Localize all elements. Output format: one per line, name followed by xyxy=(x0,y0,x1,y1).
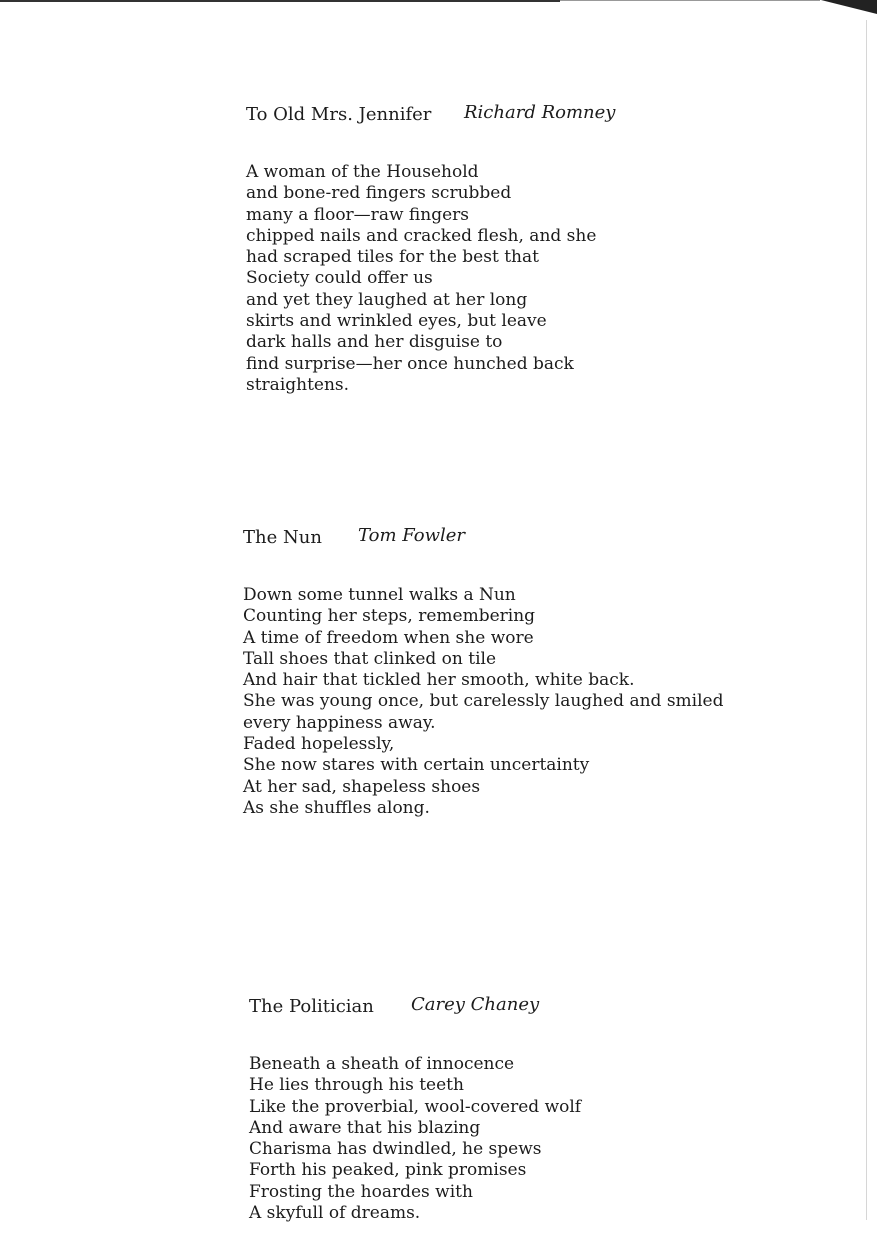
corner-mark xyxy=(821,0,877,14)
poem-line: skirts and wrinkled eyes, but leave xyxy=(246,311,547,332)
poem-line: At her sad, shapeless shoes xyxy=(243,776,481,797)
poem-author: Tom Fowler xyxy=(358,525,465,546)
poem-line: She now stares with certain uncertainty xyxy=(243,755,590,776)
poem-body xyxy=(246,162,596,396)
poem-line: Down some tunnel walks a Nun xyxy=(243,585,516,605)
poem-line: Frosting the hoardes with xyxy=(249,1181,473,1202)
poem-title: The Politician xyxy=(249,996,374,1017)
poem-line: Counting her steps, remembering xyxy=(243,606,536,627)
poem-line: As she shuffles along. xyxy=(243,797,430,818)
poem-line: chipped nails and cracked flesh, and she xyxy=(246,225,597,246)
poem-line: Faded hopelessly, xyxy=(243,734,395,755)
poem-line: straightens. xyxy=(246,374,350,395)
poem-line: Society could offer us xyxy=(246,268,433,289)
page-edge-shadow xyxy=(866,20,867,1220)
poem-line: And aware that his blazing xyxy=(249,1117,481,1138)
poem-line: Charisma has dwindled, he spews xyxy=(249,1139,542,1160)
poem-line: Like the proverbial, wool-covered wolf xyxy=(249,1096,582,1117)
poem-line: A time of freedom when she wore xyxy=(243,627,534,648)
top-rule xyxy=(0,0,560,2)
poem-body xyxy=(249,1054,581,1224)
poem-line: A skyfull of dreams. xyxy=(249,1203,421,1224)
poem-line: and yet they laughed at her long xyxy=(246,289,528,310)
poem-line: every happiness away. xyxy=(243,712,436,733)
poem-line: And hair that tickled her smooth, white back. xyxy=(243,670,635,691)
poem-line: She was young once, but carelessly laughed and smiled xyxy=(243,691,724,712)
poem-line: had scraped tiles for the best that xyxy=(246,247,539,268)
poem-line: Forth his peaked, pink promises xyxy=(249,1160,527,1181)
poem-line: dark halls and her disguise to xyxy=(246,332,503,353)
top-rule-faint xyxy=(560,0,820,1)
poem-line: many a floor—raw fingers xyxy=(246,204,469,225)
poem-body xyxy=(243,585,724,819)
poem-line: Beneath a sheath of innocence xyxy=(249,1054,515,1074)
poem-line: find surprise—her once hunched back xyxy=(246,353,574,374)
poem-author: Richard Romney xyxy=(464,102,616,123)
poem-title: The Nun xyxy=(243,527,322,548)
poem-line: He lies through his teeth xyxy=(249,1075,464,1096)
poem-title: To Old Mrs. Jennifer xyxy=(246,104,432,125)
poem-line: Tall shoes that clinked on tile xyxy=(243,648,497,669)
poem-author: Carey Chaney xyxy=(411,994,540,1015)
poem-line: A woman of the Household xyxy=(246,162,479,182)
poem-line: and bone-red fingers scrubbed xyxy=(246,183,512,204)
